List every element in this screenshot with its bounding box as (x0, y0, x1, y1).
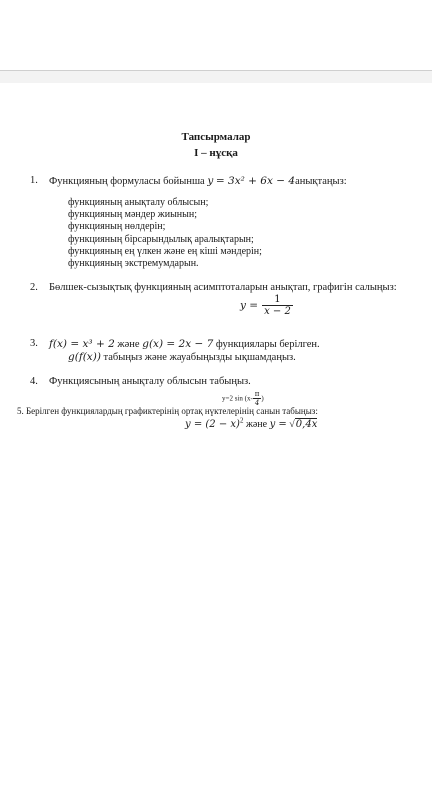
task5-f2-lhs: y = (269, 419, 287, 430)
task5-f1-exponent: 2 (239, 416, 244, 425)
task1-formula-rhs: = 3x² + 6x − 4 (215, 175, 296, 187)
task1-text-end: анықтаңыз: (295, 176, 347, 187)
task1-text-start: Функцияның формуласы бойынша (49, 176, 205, 187)
list-item: функцияның нөлдерін; (68, 221, 166, 233)
list-item: функцияның экстремумдарын. (68, 258, 199, 270)
document-page (0, 83, 432, 806)
task5-f2-radicand: 0,4x (295, 419, 318, 430)
task1-number: 1. (30, 175, 38, 186)
task1-formula-lhs: y (207, 175, 214, 187)
task4-formula (222, 390, 264, 407)
task2-text: Бөлшек-сызықтық функцияның асимптоталарын анықтап, графигін салыңыз: (49, 282, 397, 293)
task2-denominator: x − 2 (264, 306, 291, 317)
task4-frac-den: 4 (253, 398, 262, 407)
list-item: функцияның мәндер жиынын; (68, 209, 197, 221)
list-item: функцияның ең үлкен және ең кіші мәндерін; (68, 245, 262, 257)
task2-fraction (262, 294, 293, 317)
task2-formula (240, 294, 293, 317)
top-margin (0, 0, 432, 70)
task2-number: 2. (30, 282, 38, 293)
task4-formula-a: y=2 sin (x- (222, 394, 253, 403)
task2-lhs: y = (240, 299, 259, 312)
task5-formula (185, 418, 317, 430)
task3-line1 (49, 338, 320, 350)
task5-f1: y = (2 − x) (185, 419, 240, 430)
doc-variant: I – нұсқа (194, 147, 238, 159)
task3-gf: g(f(x)) (68, 351, 101, 363)
task3-f: f(x) = x³ + 2 (49, 338, 115, 350)
list-item: функцияның анықталу облысын; (68, 197, 209, 208)
task1-text (49, 175, 347, 187)
task3-and: және (117, 339, 140, 350)
task5-text: 5. Берілген функциялардың графиктерінің ортақ нүктелерінің санын табыңыз: (17, 406, 318, 416)
task4-number: 4. (30, 376, 38, 387)
task4-frac-num: π (254, 390, 260, 398)
task4-formula-b: ) (261, 394, 264, 403)
task3-line2 (68, 351, 296, 363)
doc-title: Тапсырмалар (181, 131, 251, 143)
task3-text1: функциялары берілген. (215, 339, 320, 350)
task2-numerator: 1 (274, 294, 281, 305)
task3-number: 3. (30, 338, 38, 349)
task1-list (68, 197, 262, 270)
task4-text: Функциясының анықталу облысын табыңыз. (49, 376, 251, 387)
page-divider (0, 70, 432, 84)
sqrt-icon: √ (289, 419, 295, 430)
task3-text2: табыңыз және жауабыңызды ықшамдаңыз. (103, 352, 296, 363)
task5-and: және (245, 419, 268, 430)
task3-g: g(x) = 2x − 7 (142, 338, 214, 350)
list-item: функцияның бірсарындылық аралықтарын; (68, 233, 254, 245)
